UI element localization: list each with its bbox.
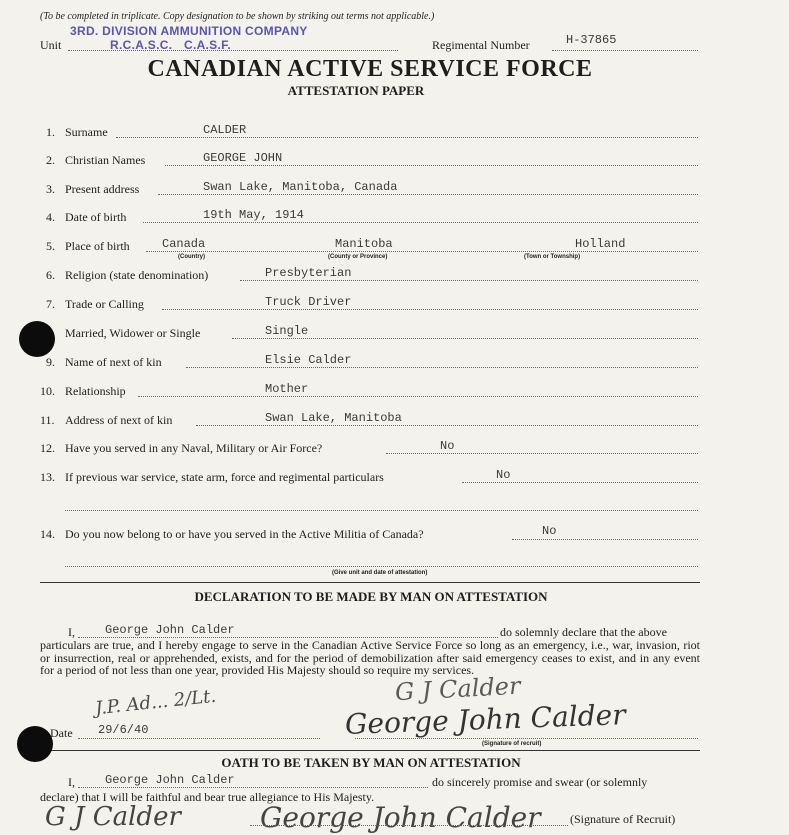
answer-birth-province: Manitoba: [335, 237, 393, 251]
declaration-recruit-signature: George John Calder: [344, 698, 627, 741]
question-number: 11.: [40, 413, 55, 427]
regimental-number-line: [552, 50, 698, 51]
question-number: 1.: [46, 125, 55, 139]
declaration-initial-signature: G J Calder: [394, 671, 522, 707]
answer-birth-town: Holland: [575, 237, 626, 251]
answer-next-of-kin-address: Swan Lake, Manitoba: [265, 411, 402, 425]
answer-line: [138, 396, 698, 397]
answer-prior-service: No: [440, 439, 455, 453]
question-label: Present address: [65, 182, 140, 196]
oath-text-start: do sincerely promise and swear (or solemnly: [432, 775, 648, 789]
question-number: 12.: [40, 441, 55, 455]
question-number: 5.: [46, 239, 55, 253]
question-label: Christian Names: [65, 153, 146, 167]
question-label: Married, Widower or Single: [65, 326, 201, 340]
answer-line: [143, 222, 698, 223]
answer-trade: Truck Driver: [265, 295, 352, 309]
answer-line: [146, 251, 698, 252]
declaration-body: particulars are true, and I hereby engage to serve in the Canadian Active Service Force so long as an emergency, i.e., war, invasion, riot or insurrection, real or apprehended, exists, and for the period of demobilization after said emergency ceases to exist, and in any event for a period of not less than one year, provided His Majesty should so require my services.: [40, 638, 700, 677]
oath-heading: OATH TO BE TAKEN BY MAN ON ATTESTATION: [221, 755, 521, 770]
answer-war-service: No: [496, 468, 511, 482]
answer-next-of-kin: Elsie Calder: [265, 353, 352, 367]
declaration-heading: DECLARATION TO BE MADE BY MAN ON ATTESTATION: [194, 589, 548, 604]
question-label: Place of birth: [65, 239, 130, 253]
question-label: Name of next of kin: [65, 355, 162, 369]
answer-line: [240, 280, 698, 281]
regimental-number-label: Regimental Number: [432, 38, 530, 52]
answer-line: [162, 309, 698, 310]
question-label: Trade or Calling: [65, 297, 144, 311]
recruit-signature-line: [355, 738, 698, 739]
section-divider: [40, 750, 700, 751]
punch-hole-bottom: [17, 726, 53, 762]
recruit-signature-caption: (Signature of recruit): [482, 741, 542, 747]
unit-label: Unit: [40, 38, 62, 52]
answer-line: [165, 165, 698, 166]
question-number: 7.: [46, 297, 55, 311]
punch-hole-top: [19, 321, 55, 357]
declaration-date: 29/6/40: [98, 723, 149, 737]
question-number: 4.: [46, 210, 55, 224]
militia-unit-caption: (Give unit and date of attestation): [332, 570, 428, 576]
question-label: If previous war service, state arm, force and regimental particulars: [65, 470, 384, 484]
caption-country: (Country): [178, 254, 205, 260]
declaration-name: George John Calder: [105, 623, 235, 637]
question-number: 2.: [46, 153, 55, 167]
question-label: Relationship: [65, 384, 126, 398]
oath-i-label: I,: [68, 775, 75, 789]
answer-present-address: Swan Lake, Manitoba, Canada: [203, 180, 398, 194]
answer-date-of-birth: 19th May, 1914: [203, 208, 304, 222]
militia-unit-line: [65, 566, 698, 567]
unit-stamp-line2: R.C.A.S.C. C.A.S.F.: [110, 38, 232, 52]
oath-name-line: [78, 787, 428, 788]
caption-town: (Town or Township): [524, 254, 581, 260]
question-label: Do you now belong to or have you served in the Active Militia of Canada?: [65, 527, 424, 541]
answer-line: [512, 539, 698, 540]
answer-surname: CALDER: [203, 123, 247, 137]
form-title: CANADIAN ACTIVE SERVICE FORCE: [147, 56, 593, 82]
form-subtitle: ATTESTATION PAPER: [287, 83, 425, 98]
answer-religion: Presbyterian: [265, 266, 352, 280]
answer-line-continued: [65, 510, 698, 511]
question-label: Religion (state denomination): [65, 268, 209, 282]
question-number: 3.: [46, 182, 55, 196]
declaration-i-label: I,: [68, 625, 75, 639]
question-label: Date of birth: [65, 210, 127, 224]
answer-line: [462, 482, 698, 483]
answer-line: [186, 367, 698, 368]
declaration-date-label: Date: [50, 726, 73, 740]
question-label: Have you served in any Naval, Military or Air Force?: [65, 441, 323, 455]
answer-line: [232, 338, 698, 339]
question-number: 9.: [46, 355, 55, 369]
oath-recruit-signature: George John Calder: [260, 801, 541, 834]
question-label: Surname: [65, 125, 108, 139]
section-divider: [40, 582, 700, 583]
oath-initial-signature: G J Calder: [45, 802, 181, 832]
answer-line: [116, 137, 698, 138]
answer-active-militia: No: [542, 524, 557, 538]
header-note: (To be completed in triplicate. Copy designation to be shown by striking out terms not applicable.): [40, 11, 435, 22]
question-number: 6.: [46, 268, 55, 282]
answer-line: [196, 425, 698, 426]
question-number: 10.: [40, 384, 55, 398]
answer-birth-country: Canada: [162, 237, 206, 251]
witness-signature: J.P. Ad... 2/Lt.: [94, 685, 218, 720]
declaration-date-line: [78, 738, 320, 739]
question-number: 14.: [40, 527, 55, 541]
answer-christian-names: GEORGE JOHN: [203, 151, 283, 165]
oath-text-line2: declare) that I will be faithful and bear true allegiance to His Majesty.: [40, 790, 375, 804]
caption-province: (County or Province): [328, 254, 388, 260]
unit-stamp-line1: 3RD. DIVISION AMMUNITION COMPANY: [70, 24, 308, 38]
answer-line: [158, 194, 698, 195]
oath-signature-line: [250, 825, 568, 826]
declaration-text-start: do solemnly declare that the above: [500, 625, 667, 639]
answer-marital-status: Single: [265, 324, 309, 338]
regimental-number-value: H-37865: [566, 33, 617, 47]
oath-signature-label: (Signature of Recruit): [570, 812, 676, 826]
question-label: Address of next of kin: [65, 413, 173, 427]
question-number: 13.: [40, 470, 55, 484]
answer-line: [386, 453, 698, 454]
oath-name: George John Calder: [105, 773, 235, 787]
answer-relationship: Mother: [265, 382, 309, 396]
